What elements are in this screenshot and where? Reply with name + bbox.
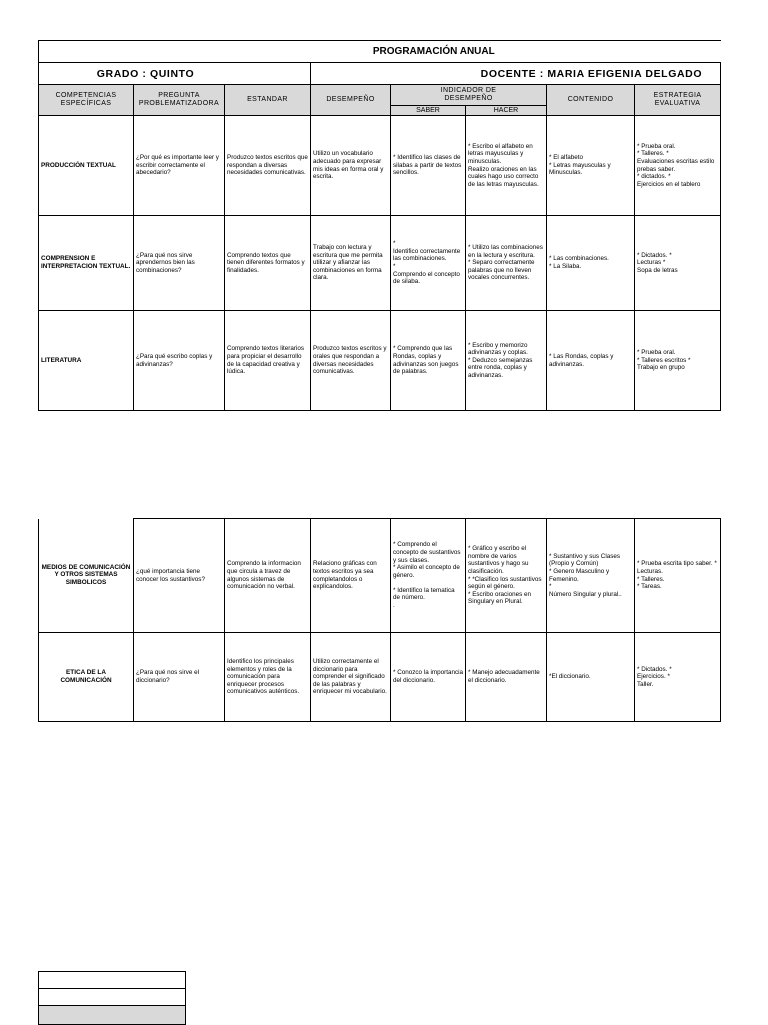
col-header-estandar: ESTANDAR: [225, 85, 311, 116]
grade-label: GRADO : QUINTO: [39, 63, 311, 85]
desempeno-cell: Trabajo con lectura y escritura que me permita utilizar y afianzar las combinaciones en forma clara.: [311, 216, 391, 311]
hacer-cell: * Escribo el alfabeto en letras mayusculas y minusculas. Realizo oraciones en las cuales hago uso correcto de las letras mayusculas.: [466, 116, 547, 216]
estandar-cell: Identifico los principales elementos y roles de la comunicación para enriquecer procesos comunicativos auténticos.: [225, 633, 311, 722]
pregunta-cell: ¿Para qué escribo coplas y adivinanzas?: [134, 311, 225, 411]
estandar-cell: Comprendo la informacion que circula a travez de algunos sistemas de comunicación no verbal.: [225, 519, 311, 633]
col-header-contenido: CONTENIDO: [547, 85, 635, 116]
annual-programming-table: [38, 40, 721, 411]
competencia-cell: MEDIOS DE COMUNICACIÓN Y OTROS SISTEMAS SIMBOLICOS: [39, 519, 134, 633]
pregunta-cell: ¿Por qué es importante leer y escribir correctamente el abecedario?: [134, 116, 225, 216]
saber-cell: * Identifico correctamente las combinaciones. * Comprendo el concepto de silaba.: [391, 216, 466, 311]
hacer-cell: * Escribo y memorizo adivinanzas y coplas. * Deduzco semejanzas entre ronda, coplas y adivinanzas.: [466, 311, 547, 411]
estandar-cell: Comprendo textos que tienen diferentes formatos y finalidades.: [225, 216, 311, 311]
col-header-saber: SABER: [391, 106, 466, 116]
saber-cell: * Identifico las clases de silabas a partir de textos sencillos.: [391, 116, 466, 216]
saber-cell: * Conozco la importancia del diccionario.: [391, 633, 466, 722]
hacer-cell: * Gráfico y escribo el nombre de varios sustantivos y hago su clasificación. * *Clasifico los sustantivos según el género. * Escribo oraciones en Singulary en Plural.: [466, 519, 547, 633]
desempeno-cell: Utilizo correctamente el diccionario para comprender el significado de las palabras y enriquecer mi vocabulario.: [311, 633, 391, 722]
desempeno-cell: Produzco textos escritos y orales que respondan a diversas necesidades comunicativas.: [311, 311, 391, 411]
hacer-cell: * Utilizo las combinaciones en la lectura y escritura. * Separo correctamente palabras que no lleven vocales concurrentes.: [466, 216, 547, 311]
teacher-label: DOCENTE : MARIA EFIGENIA DELGADO: [311, 63, 721, 85]
contenido-cell: *El diccionario.: [547, 633, 635, 722]
contenido-cell: * El alfabeto * Letras mayusculas y Minusculas.: [547, 116, 635, 216]
col-header-desempeno: DESEMPEÑO: [311, 85, 391, 116]
competencia-cell: PRODUCCIÓN TEXTUAL: [39, 116, 134, 216]
empty-box-shaded: [38, 1005, 186, 1025]
desempeno-cell: Utilizo un vocabulario adecuado para expresar mis ideas en forma oral y escrita.: [311, 116, 391, 216]
pregunta-cell: ¿Para qué nos sirve el diccionario?: [134, 633, 225, 722]
table-row: [39, 519, 721, 633]
pregunta-cell: ¿qué importancia tiene conocer los sustantivos?: [134, 519, 225, 633]
hacer-cell: * Manejo adecuadamente el diccionario.: [466, 633, 547, 722]
empty-box: [38, 971, 186, 989]
saber-cell: * Comprendo el concepto de sustantivos y sus clases. * Asimilo el concepto de género. * Identifico la tematica de número. .: [391, 519, 466, 633]
contenido-cell: * Sustantivo y sus Clases (Propio y Común) * Genero Masculino y Femenino. * Número Singular y plural..: [547, 519, 635, 633]
competencia-cell: LITERATURA: [39, 311, 134, 411]
empty-signature-boxes: [38, 972, 186, 1025]
table-row: [39, 311, 721, 411]
competencia-cell: COMPRENSION E INTERPRETACION TEXTUAL.: [39, 216, 134, 311]
estrategia-cell: * Prueba escrita tipo saber. * Lecturas. * Talleres. * Tareas.: [635, 519, 721, 633]
estrategia-cell: * Prueba oral. * Talleres. * Evaluaciones escritas estilo prebas saber. * dictados. * Ejercicios en el tablero: [635, 116, 721, 216]
empty-box: [38, 988, 186, 1006]
desempeno-cell: Relaciono gráficas con textos escritos ya sea completandolos o explicandolos.: [311, 519, 391, 633]
col-header-hacer: HACER: [466, 106, 547, 116]
table-row: [39, 116, 721, 216]
estandar-cell: Produzco textos escritos que respondan a diversas necesidades comunicativas.: [225, 116, 311, 216]
page-title: PROGRAMACIÓN ANUAL: [39, 41, 721, 63]
estrategia-cell: * Prueba oral. * Talleres escritos * Trabajo en grupo: [635, 311, 721, 411]
estrategia-cell: * Dictados. * Lecturas * Sopa de letras: [635, 216, 721, 311]
contenido-cell: * Las combinaciones. * La Silaba.: [547, 216, 635, 311]
contenido-cell: * Las Rondas, coplas y adivinanzas.: [547, 311, 635, 411]
estandar-cell: Comprendo textos literarios para propiciar el desarrollo de la capacidad creativa y lúdica.: [225, 311, 311, 411]
col-header-indicador: INDICADOR DE DESEMPEÑO: [391, 85, 547, 106]
table-row: [39, 216, 721, 311]
competencia-cell: ETICA DE LA COMUNICACIÓN: [39, 633, 134, 722]
saber-cell: * Comprendo que las Rondas, coplas y adivinanzas son juegos de palabras.: [391, 311, 466, 411]
col-header-competencias: COMPETENCIAS ESPECÍFICAS: [39, 85, 134, 116]
pregunta-cell: ¿Para qué nos sirve aprendernos bien las combinaciones?: [134, 216, 225, 311]
estrategia-cell: * Dictados. * Ejercicios. * Taller.: [635, 633, 721, 722]
col-header-estrategia: ESTRATEGIA EVALUATIVA: [635, 85, 721, 116]
annual-programming-table-continued: [38, 518, 721, 722]
table-row: [39, 633, 721, 722]
col-header-pregunta: PREGUNTA PROBLEMATIZADORA: [134, 85, 225, 116]
